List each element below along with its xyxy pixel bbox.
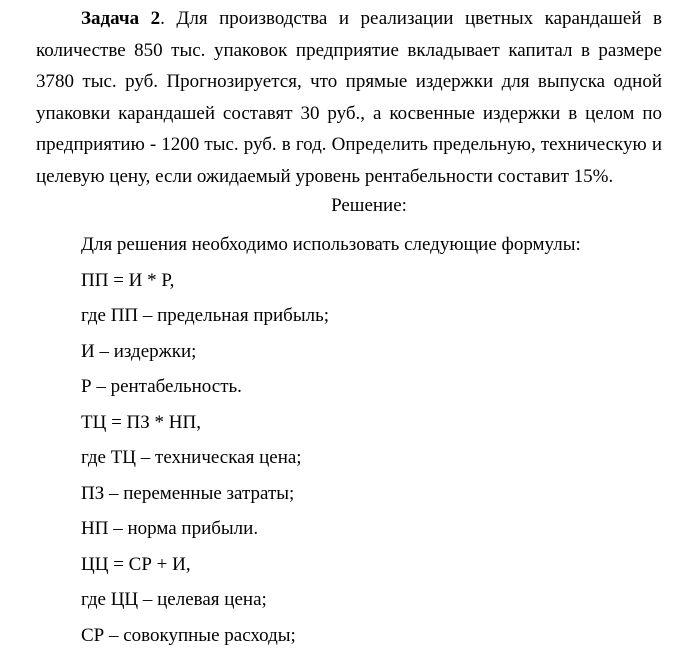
solution-heading: Решение:	[0, 190, 694, 222]
formula-tc: ТЦ = ПЗ * НП,	[81, 405, 681, 441]
task-label: Задача 2	[81, 8, 160, 29]
task-text: . Для производства и реализации цветных карандашей в количестве 850 тыс. упаковок предприятие вкладывает капитал в размере 3780 тыс. руб. Прогнозируется, что прямые издержки для выпуска одной упаковки карандашей составят 30 руб., а косвенные издержки в целом по предприятию - 1200 тыс. руб. в год. Определить предельную, техническую и целевую цену, если ожидаемый уровень рентабельности составит 15%.	[36, 8, 662, 187]
definition-line: И – издержки;	[81, 334, 681, 370]
definition-line: НП – норма прибыли.	[81, 511, 681, 547]
formula-pp: ПП = И * Р,	[81, 263, 681, 299]
solution-intro-line: Для решения необходимо использовать следующие формулы:	[81, 227, 681, 263]
definition-line: где ЦЦ – целевая цена;	[81, 582, 681, 618]
definition-line: Р – рентабельность.	[81, 369, 681, 405]
definition-line: где ТЦ – техническая цена;	[81, 440, 681, 476]
definition-line: ПЗ – переменные затраты;	[81, 476, 681, 512]
definition-line: где ПП – предельная прибыль;	[81, 298, 681, 334]
formula-cc: ЦЦ = СР + И,	[81, 547, 681, 583]
task-paragraph	[36, 3, 662, 192]
definition-line: СР – совокупные расходы;	[81, 618, 681, 653]
solution-lines	[81, 227, 681, 653]
